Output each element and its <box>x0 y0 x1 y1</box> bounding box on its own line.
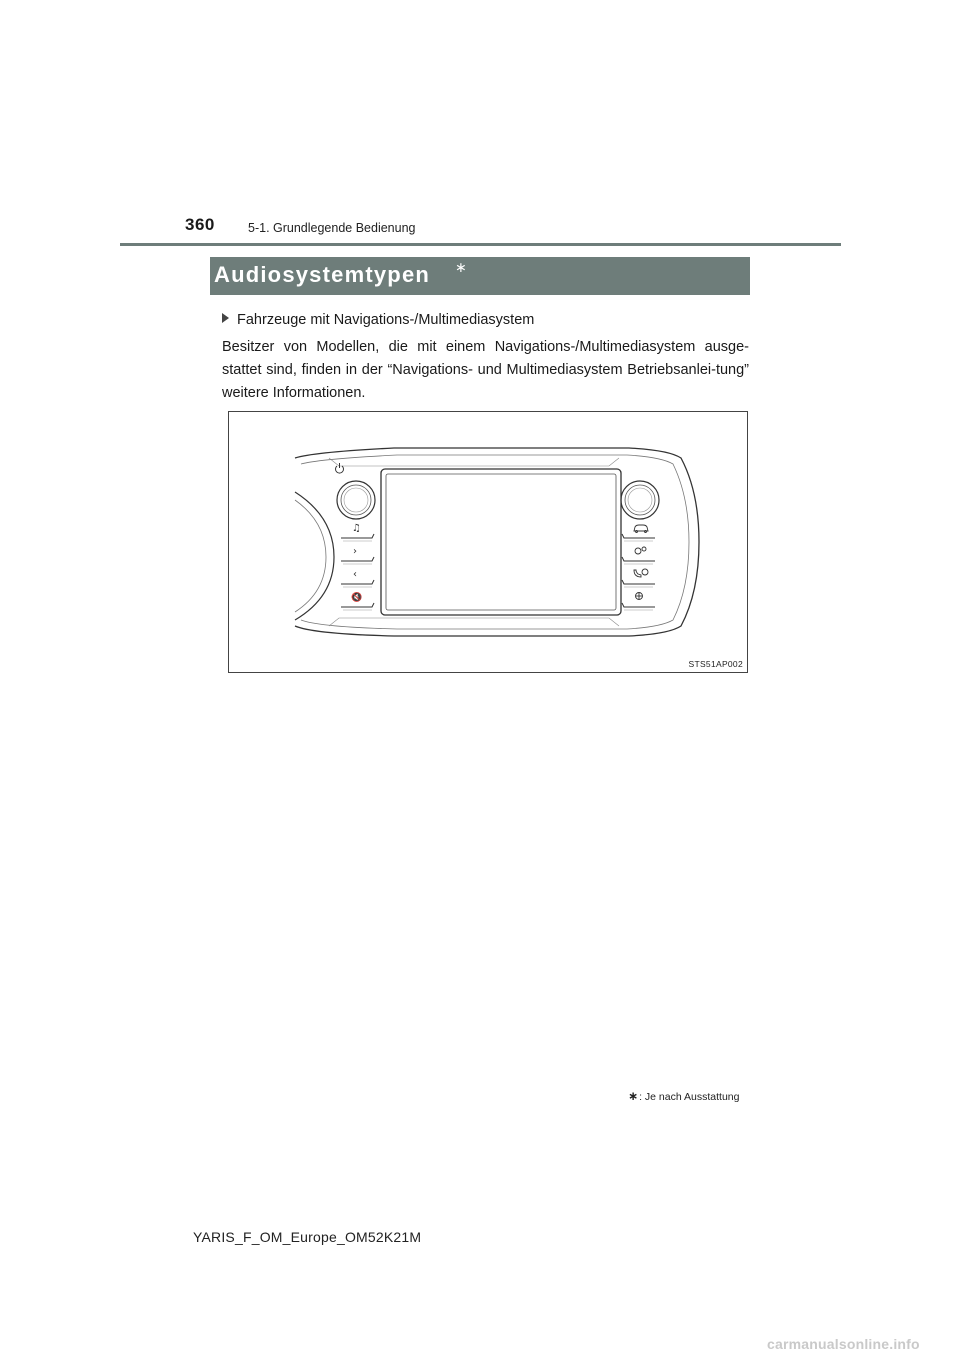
figure-code: STS51AP002 <box>688 659 743 669</box>
chevron-right-icon: › <box>353 546 357 557</box>
phone-icon <box>634 569 648 577</box>
title-optional-marker: ∗ <box>455 259 467 275</box>
display-screen-inner <box>386 474 616 610</box>
footnote <box>628 1089 739 1103</box>
mute-icon: 🔇 <box>351 593 363 603</box>
car-icon <box>634 525 648 533</box>
footnote-text: : Je nach Ausstattung <box>639 1091 740 1103</box>
bullet-triangle-icon <box>222 313 229 323</box>
chevron-left-icon: ‹ <box>353 569 357 580</box>
display-screen <box>381 469 621 615</box>
apps-icon <box>636 593 643 600</box>
left-volume-knob <box>337 481 375 519</box>
right-button-stack <box>622 534 655 610</box>
audio-system-figure <box>228 411 748 673</box>
document-id: YARIS_F_OM_Europe_OM52K21M <box>193 1229 422 1245</box>
head-unit-outline <box>295 448 699 636</box>
right-tune-knob <box>621 481 659 519</box>
music-note-icon: ♫ <box>352 523 361 534</box>
section-label: 5-1. Grundlegende Bedienung <box>248 221 416 235</box>
head-unit-illustration <box>229 412 749 674</box>
dashboard-arc <box>295 492 334 620</box>
header-rule <box>120 243 841 246</box>
bezel-bottom-edge <box>329 618 619 626</box>
title-bar <box>210 257 750 295</box>
page-number: 360 <box>185 215 215 234</box>
footnote-marker: ∗ <box>628 1089 639 1103</box>
bezel-top-edge <box>329 458 619 466</box>
bullet-text: Fahrzeuge mit Navigations-/Multimediasystem <box>237 312 535 328</box>
bullet-item <box>222 312 534 328</box>
watermark: carmanualsonline.info <box>767 1336 920 1352</box>
body-paragraph: Besitzer von Modellen, die mit einem Navigations-/Multimediasystem ausge-stattet sind, finden in der “Navigations- und Multimediasystem Betriebsanlei-tung” weitere Informationen. <box>222 339 749 401</box>
settings-icon <box>635 547 646 554</box>
page-title: Audiosystemtypen <box>214 262 431 287</box>
